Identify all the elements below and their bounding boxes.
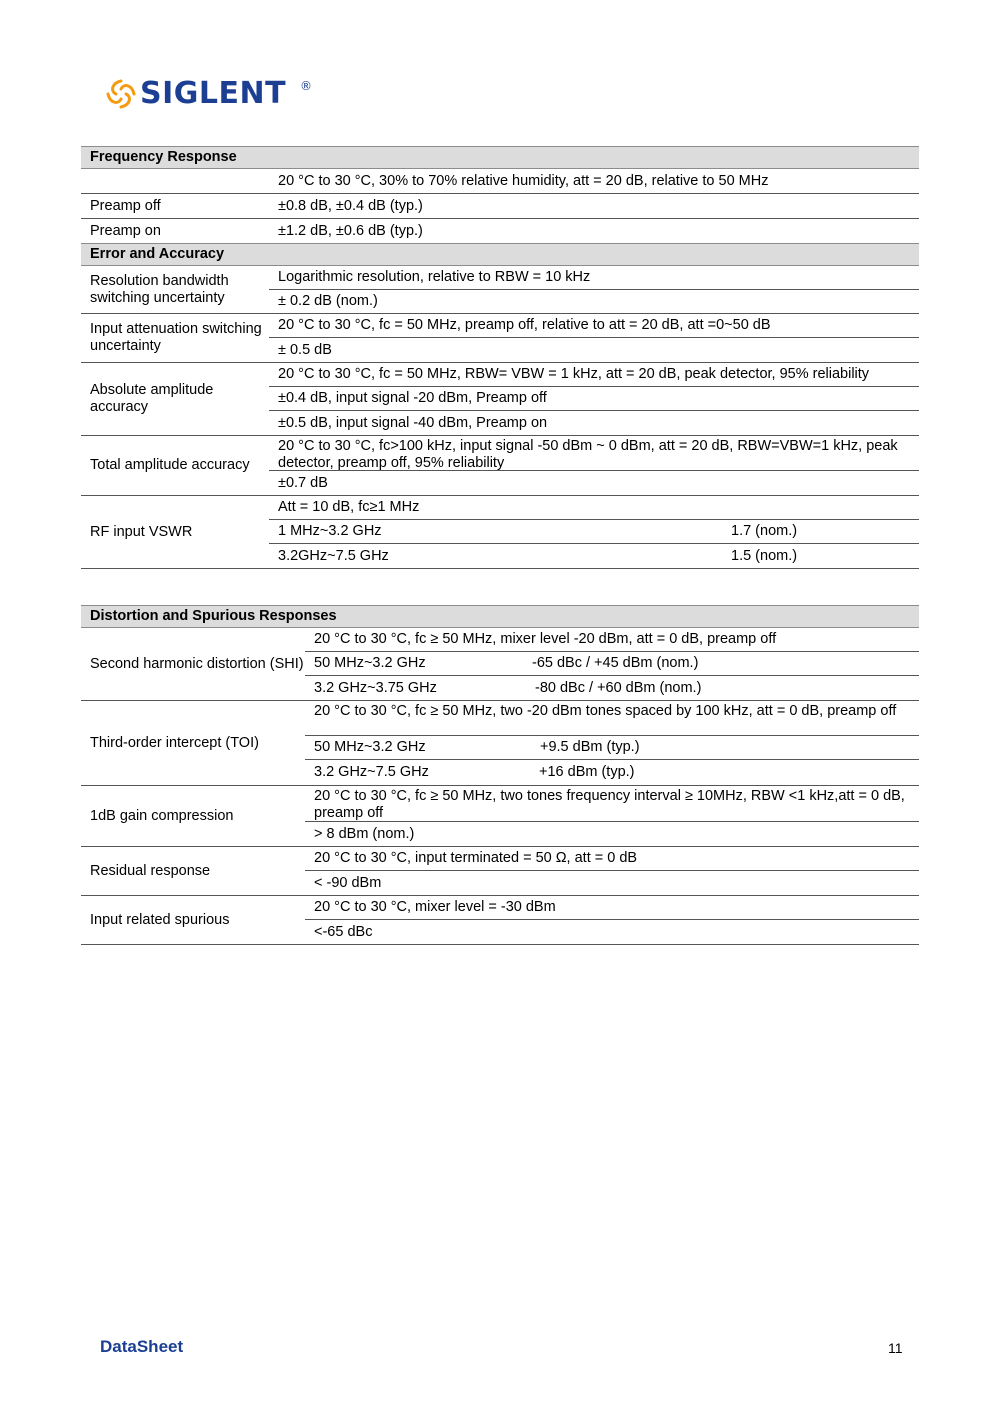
siglent-logo-text: SIGLENT [140, 76, 287, 111]
footer-datasheet-label: DataSheet [100, 1337, 184, 1356]
siglent-logo [104, 75, 312, 113]
rbw-switching-group: Resolution bandwidth switching uncertainty Logarithmic resolution, relative to RBW = 10 kHz ± 0.2 dB (nom.) [81, 266, 919, 314]
section-header-error-accuracy: Error and Accuracy [81, 243, 919, 266]
freq-condition: 20 °C to 30 °C, 30% to 70% relative humidity, att = 20 dB, relative to 50 MHz [278, 172, 769, 189]
abs-amplitude-group: Absolute amplitude accuracy 20 °C to 30 °C, fc = 50 MHz, RBW= VBW = 1 kHz, att = 20 dB, peak detector, 95% reliability ±0.4 dB, input signal -20 dBm, Preamp off ±0.5 dB, input signal -40 dBm, Preamp on [81, 363, 919, 436]
gain-compression-group: 1dB gain compression 20 °C to 30 °C, fc ≥ 50 MHz, two tones frequency interval ≥ 10MHz, RBW <1 kHz,att = 0 dB, preamp off > 8 dBm (nom.) [81, 786, 919, 847]
toi-group: Third-order intercept (TOI) 20 °C to 30 °C, fc ≥ 50 MHz, two -20 dBm tones spaced by 100 kHz, att = 0 dB, preamp off 50 MHz~3.2 GHz +9.5 dBm (typ.) 3.2 GHz~7.5 GHz +16 dBm (typ.) [81, 701, 919, 786]
att-switching-group: Input attenuation switching uncertainty 20 °C to 30 °C, fc = 50 MHz, preamp off, relative to att = 20 dB, att =0~50 dB ± 0.5 dB [81, 314, 919, 363]
spec-table-amplitude [81, 146, 919, 569]
shi-group: Second harmonic distortion (SHI) 20 °C to 30 °C, fc ≥ 50 MHz, mixer level -20 dBm, att = 0 dB, preamp off 50 MHz~3.2 GHz -65 dBc / +45 dBm (nom.) 3.2 GHz~3.75 GHz -80 dBc / +60 dBm (nom.) [81, 628, 919, 701]
freq-row-preamp-off: Preamp off ±0.8 dB, ±0.4 dB (typ.) [81, 194, 919, 219]
rf-vswr-group: RF input VSWR Att = 10 dB, fc≥1 MHz 1 MHz~3.2 GHz 1.7 (nom.) 3.2GHz~7.5 GHz 1.5 (nom.) [81, 496, 919, 569]
section-header-distortion: Distortion and Spurious Responses [81, 605, 919, 628]
residual-response-group: Residual response 20 °C to 30 °C, input terminated = 50 Ω, att = 0 dB < -90 dBm [81, 847, 919, 896]
registered-mark: ® [300, 79, 312, 93]
total-amplitude-group: Total amplitude accuracy 20 °C to 30 °C, fc>100 kHz, input signal -50 dBm ~ 0 dBm, att = 20 dB, RBW=VBW=1 kHz, peak detector, preamp off, 95% reliability ±0.7 dB [81, 436, 919, 496]
input-spurious-group: Input related spurious 20 °C to 30 °C, mixer level = -30 dBm <-65 dBc [81, 896, 919, 945]
page-number: 11 [888, 1340, 903, 1356]
freq-row-preamp-on: Preamp on ±1.2 dB, ±0.6 dB (typ.) [90, 222, 423, 239]
spec-table-distortion [81, 605, 919, 945]
siglent-swirl-icon [104, 77, 138, 111]
section-header-frequency-response: Frequency Response [81, 146, 919, 169]
freq-condition-group [81, 169, 919, 194]
